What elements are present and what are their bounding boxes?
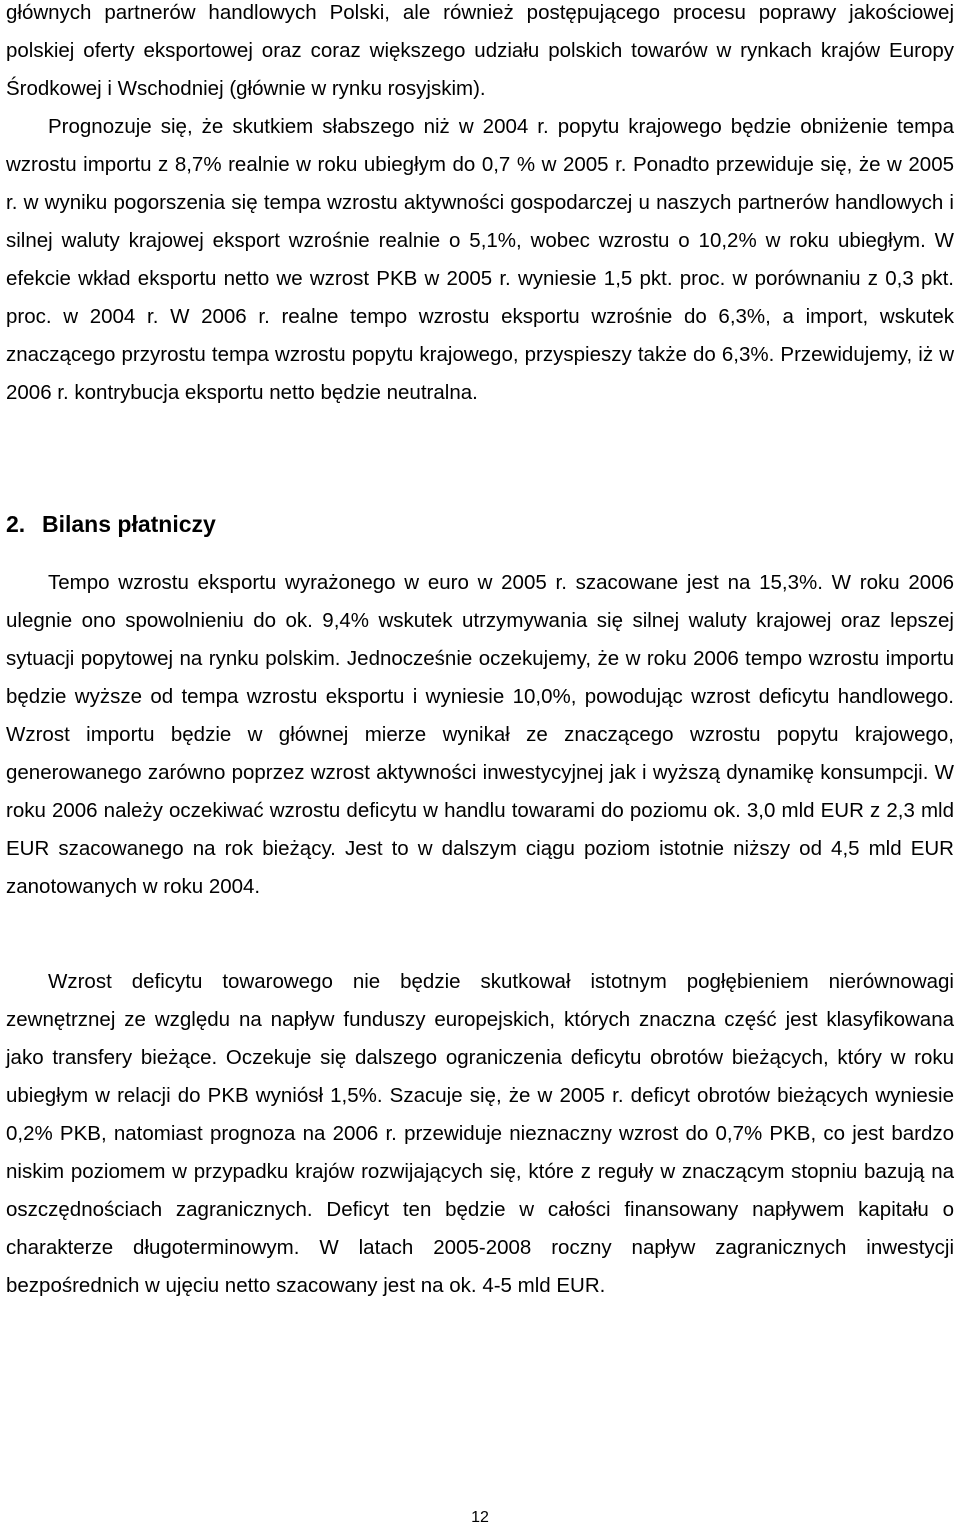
section-title: Bilans płatniczy [42,511,216,537]
paragraph-continuation [6,0,954,412]
paragraph-trade-partners: głównych partnerów handlowych Polski, ale również postępującego procesu poprawy jakościowej polskiej oferty eksportowej oraz coraz większego udziału polskich towarów w rynkach krajów Europy Środkowej i Wschodniej (głównie w rynku rosyjskim). [6,1,954,100]
paragraph-export-growth: Tempo wzrostu eksportu wyrażonego w euro w 2005 r. szacowane jest na 15,3%. W roku 2006 ulegnie ono spowolnieniu do ok. 9,4% wskutek utrzymywania się silnej waluty krajowej oraz lepszej sytuacji popytowej na rynku polskim. Jednocześnie oczekujemy, że w roku 2006 tempo wzrostu importu będzie wyższe od tempa wzrostu eksportu i wyniesie 10,0%, powodując wzrost deficytu handlowego. Wzrost importu będzie w głównej mierze wynikał ze znaczącego wzrostu popytu krajowego, generowanego zarówno poprzez wzrost aktywności inwestycyjnej jak i wyższą dynamikę konsumpcji. W roku 2006 należy oczekiwać wzrostu deficytu w handlu towarami do poziomu ok. 3,0 mld EUR z 2,3 mld EUR szacowanego na rok bieżący. Jest to w dalszym ciągu poziom istotnie niższy od 4,5 mld EUR zanotowanych w roku 2004. [6,571,954,898]
section-heading [6,505,216,543]
section-number: 2. [6,511,26,537]
paragraph-trade-deficit: Wzrost deficytu towarowego nie będzie skutkował istotnym pogłębieniem nierównowagi zewnętrznej ze względu na napływ funduszy europejskich, których znaczna część jest klasyfikowana jako transfery bieżące. Oczekuje się dalszego ograniczenia deficytu obrotów bieżących, który w roku ubiegłym w relacji do PKB wyniósł 1,5%. Szacuje się, że w 2005 r. deficyt obrotów bieżących wyniesie 0,2% PKB, natomiast prognoza na 2006 r. przewiduje nieznaczny wzrost do 0,7% PKB, co jest bardzo niskim poziomem w przypadku krajów rozwijających się, które z reguły w znaczącym stopniu bazują na oszczędnościach zagranicznych. Deficyt ten będzie w całości finansowany napływem kapitału o charakterze długoterminowym. W latach 2005-2008 roczny napływ zagranicznych inwestycji bezpośrednich w ujęciu netto szacowany jest na ok. 4-5 mld EUR. [6,970,954,1297]
paragraph-import-export-forecast: Prognozuje się, że skutkiem słabszego niż w 2004 r. popytu krajowego będzie obniżenie tempa wzrostu importu z 8,7% realnie w roku ubiegłym do 0,7 % w 2005 r. Ponadto przewiduje się, że w 2005 r. w wyniku pogorszenia się tempa wzrostu aktywności gospodarczej u naszych partnerów handlowych i silnej waluty krajowej eksport wzrośnie realnie o 5,1%, wobec wzrostu o 10,2% w roku ubiegłym. W efekcie wkład eksportu netto we wzrost PKB w 2005 r. wyniesie 1,5 pkt. proc. w porównaniu z 0,3 pkt. proc. w 2004 r. W 2006 r. realne tempo wzrostu eksportu wzrośnie do 6,3%, a import, wskutek znaczącego przyrostu tempa wzrostu popytu krajowego, przyspieszy także do 6,3%. Przewidujemy, iż w 2006 r. kontrybucja eksportu netto będzie neutralna. [6,115,954,404]
page-number: 12 [471,1509,489,1526]
